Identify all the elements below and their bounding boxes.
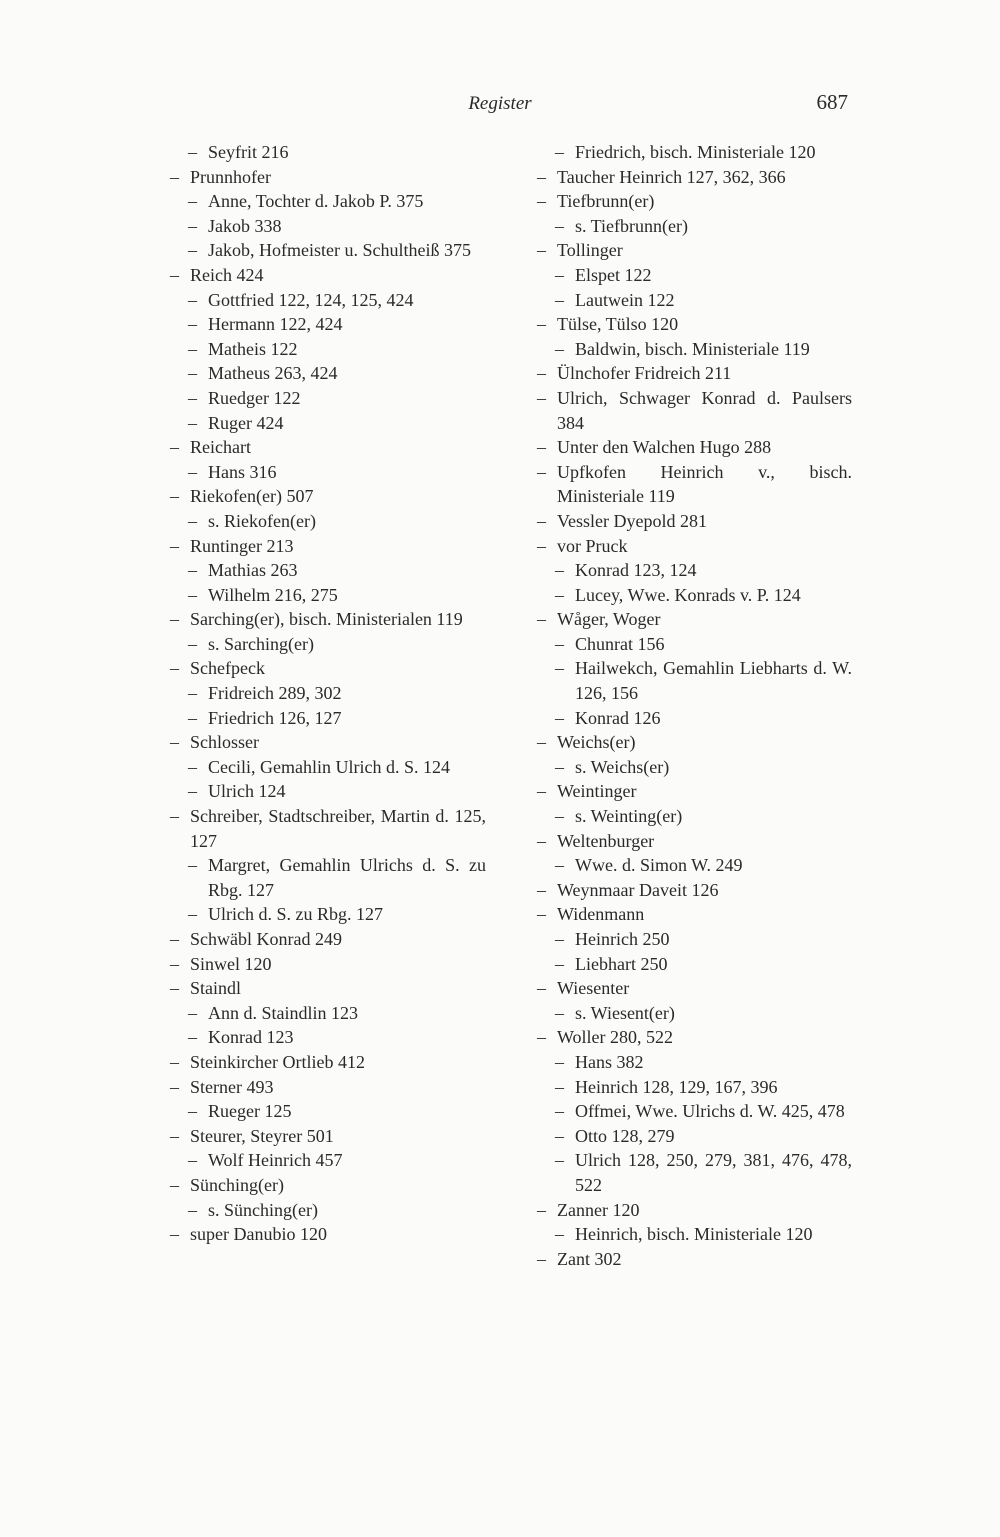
entry-dash: – [555, 338, 564, 359]
entry-text: Gottfried 122, 124, 125, 424 [208, 289, 414, 310]
entry-text: Woller 280, 522 [557, 1027, 674, 1048]
entry-text: Wilhelm 216, 275 [208, 584, 338, 605]
index-entry [170, 730, 486, 755]
entry-dash: – [170, 1224, 179, 1245]
index-entry [170, 1001, 486, 1026]
entry-dash: – [537, 1027, 546, 1048]
entry-dash: – [555, 1224, 564, 1245]
index-entry [170, 288, 486, 313]
entry-dash: – [188, 781, 197, 802]
entry-dash: – [188, 191, 197, 212]
entry-dash: – [188, 289, 197, 310]
index-entry [170, 853, 486, 902]
entry-dash: – [555, 1125, 564, 1146]
entry-text: s. Riekofen(er) [208, 510, 316, 531]
entry-dash: – [537, 830, 546, 851]
entry-text: Ulrich 128, 250, 279, 381, 476, 478, 522 [575, 1150, 852, 1195]
entry-dash: – [170, 437, 179, 458]
index-entry [170, 804, 486, 853]
entry-dash: – [555, 142, 564, 162]
entry-dash: – [170, 166, 179, 187]
index-entry [537, 165, 852, 190]
index-entry [170, 1099, 486, 1124]
entry-text: Schefpeck [190, 658, 265, 679]
index-entry [170, 386, 486, 411]
entry-dash: – [188, 1101, 197, 1122]
index-entry [170, 1075, 486, 1100]
entry-dash: – [537, 879, 546, 900]
entry-text: Weltenburger [557, 830, 655, 851]
entry-text: Friedrich, bisch. Ministeriale 120 [575, 142, 816, 162]
entry-dash: – [537, 461, 546, 482]
index-entry [170, 140, 486, 165]
entry-text: Weichs(er) [557, 732, 636, 753]
entry-dash: – [170, 978, 179, 999]
entry-text: Ann d. Staindlin 123 [208, 1002, 359, 1023]
running-header: Register [468, 93, 532, 114]
index-entry [537, 632, 852, 657]
entry-dash: – [555, 215, 564, 236]
entry-dash: – [188, 560, 197, 581]
entry-dash: – [188, 1150, 197, 1171]
entry-text: Hans 316 [208, 461, 277, 482]
entry-dash: – [188, 142, 197, 162]
index-entry [537, 460, 852, 509]
entry-text: s. Sünching(er) [208, 1199, 318, 1220]
entry-text: Reich 424 [190, 264, 264, 285]
entry-text: Ulrich d. S. zu Rbg. 127 [208, 904, 383, 925]
entry-dash: – [170, 732, 179, 753]
index-entry [537, 829, 852, 854]
index-entry [537, 927, 852, 952]
entry-text: vor Pruck [557, 535, 628, 556]
entry-dash: – [537, 387, 546, 408]
entry-text: Lautwein 122 [575, 289, 675, 310]
entry-text: Sinwel 120 [190, 953, 272, 974]
entry-text: Jakob, Hofmeister u. Schultheiß 375 [208, 240, 471, 261]
index-entry [170, 1050, 486, 1075]
entry-text: Schlosser [190, 732, 259, 753]
index-entry [537, 214, 852, 239]
entry-dash: – [537, 240, 546, 261]
entry-dash: – [188, 1199, 197, 1220]
index-entry [537, 607, 852, 632]
entry-text: Schwäbl Konrad 249 [190, 929, 342, 949]
entry-text: Weynmaar Daveit 126 [557, 879, 719, 900]
index-entry [537, 509, 852, 534]
entry-text: s. Weinting(er) [575, 806, 683, 827]
entry-text: Upfkofen Heinrich v., bisch. Ministeriale 119 [557, 461, 852, 507]
entry-text: Ruedger 122 [208, 387, 301, 408]
index-entry [537, 952, 852, 977]
index-entry [170, 312, 486, 337]
entry-dash: – [555, 633, 564, 654]
entry-dash: – [555, 929, 564, 949]
entry-text: Sünching(er) [190, 1174, 284, 1195]
entry-text: s. Tiefbrunn(er) [575, 215, 688, 236]
index-entry [170, 1025, 486, 1050]
entry-dash: – [537, 510, 546, 531]
entry-dash: – [170, 1125, 179, 1146]
entry-dash: – [170, 1051, 179, 1072]
entry-text: Matheus 263, 424 [208, 363, 338, 384]
index-entry [537, 755, 852, 780]
entry-text: Matheis 122 [208, 338, 298, 359]
index-entry [537, 386, 852, 435]
entry-text: Heinrich, bisch. Ministeriale 120 [575, 1224, 813, 1245]
entry-text: Runtinger 213 [190, 535, 294, 556]
entry-text: Zant 302 [557, 1248, 622, 1269]
index-entry [170, 165, 486, 190]
index-column-right [537, 140, 852, 1271]
index-entry [537, 706, 852, 731]
entry-dash: – [555, 658, 564, 679]
index-entry [537, 1222, 852, 1247]
index-entry [537, 853, 852, 878]
entry-text: Steurer, Steyrer 501 [190, 1125, 334, 1146]
index-entry [170, 460, 486, 485]
page-number: 687 [816, 90, 848, 114]
entry-text: Offmei, Wwe. Ulrichs d. W. 425, 478 [575, 1101, 845, 1122]
entry-text: Wwe. d. Simon W. 249 [575, 855, 743, 876]
entry-dash: – [555, 1002, 564, 1023]
index-entry [170, 534, 486, 559]
entry-text: Chunrat 156 [575, 633, 665, 654]
entry-text: Ülnchofer Fridreich 211 [557, 363, 732, 384]
entry-text: Zanner 120 [557, 1199, 640, 1220]
entry-text: super Danubio 120 [190, 1224, 327, 1245]
index-column-left [170, 140, 486, 1247]
entry-dash: – [170, 1076, 179, 1097]
index-entry [170, 1148, 486, 1173]
index-entry [170, 706, 486, 731]
entry-text: Elspet 122 [575, 264, 652, 285]
entry-dash: – [188, 1027, 197, 1048]
index-entry [537, 1025, 852, 1050]
entry-dash: – [188, 338, 197, 359]
entry-dash: – [537, 609, 546, 630]
entry-text: Wolf Heinrich 457 [208, 1150, 343, 1171]
entry-dash: – [188, 584, 197, 605]
index-entry [537, 1124, 852, 1149]
entry-dash: – [188, 510, 197, 531]
index-entry [537, 656, 852, 705]
index-entry [170, 337, 486, 362]
entry-dash: – [188, 240, 197, 261]
index-entry [537, 902, 852, 927]
entry-dash: – [188, 215, 197, 236]
entry-text: Staindl [190, 978, 242, 999]
entry-text: Lucey, Wwe. Konrads v. P. 124 [575, 584, 801, 605]
entry-text: Liebhart 250 [575, 953, 668, 974]
entry-text: Friedrich 126, 127 [208, 707, 342, 728]
entry-dash: – [537, 904, 546, 925]
entry-dash: – [537, 191, 546, 212]
entry-dash: – [170, 535, 179, 556]
entry-dash: – [188, 387, 197, 408]
index-entry [170, 607, 486, 632]
entry-text: Hermann 122, 424 [208, 314, 343, 335]
index-entry [170, 558, 486, 583]
index-entry [537, 779, 852, 804]
entry-dash: – [537, 1199, 546, 1220]
entry-dash: – [555, 855, 564, 876]
entry-dash: – [170, 806, 179, 827]
entry-dash: – [537, 437, 546, 458]
index-entry [537, 1075, 852, 1100]
index-entry [537, 1001, 852, 1026]
entry-dash: – [188, 1002, 197, 1023]
entry-dash: – [537, 1248, 546, 1269]
entry-text: Ulrich, Schwager Konrad d. Paulsers 384 [557, 387, 852, 433]
index-entry [170, 1173, 486, 1198]
index-entry [170, 583, 486, 608]
entry-text: Mathias 263 [208, 560, 298, 581]
index-entry [170, 1124, 486, 1149]
index-entry [537, 1247, 852, 1272]
index-entry [537, 583, 852, 608]
entry-text: Hans 382 [575, 1051, 644, 1072]
entry-text: Unter den Walchen Hugo 288 [557, 437, 772, 458]
entry-text: Hailwekch, Gemahlin Liebharts d. W. 126, 156 [575, 658, 852, 704]
entry-text: Ruger 424 [208, 412, 284, 433]
entry-text: Widenmann [557, 904, 645, 925]
entry-text: Margret, Gemahlin Ulrichs d. S. zu Rbg. 127 [208, 855, 486, 900]
entry-dash: – [537, 732, 546, 753]
entry-text: Konrad 126 [575, 707, 661, 728]
entry-dash: – [188, 314, 197, 335]
entry-text: s. Weichs(er) [575, 756, 670, 777]
entry-dash: – [555, 289, 564, 310]
entry-text: Baldwin, bisch. Ministeriale 119 [575, 338, 810, 359]
index-entry [170, 656, 486, 681]
entry-text: Otto 128, 279 [575, 1125, 675, 1146]
index-entry [170, 411, 486, 436]
entry-text: Taucher Heinrich 127, 362, 366 [557, 166, 786, 187]
index-entry [537, 337, 852, 362]
index-entry [537, 238, 852, 263]
entry-dash: – [537, 166, 546, 187]
entry-dash: – [537, 978, 546, 999]
index-entry [537, 288, 852, 313]
entry-text: Ulrich 124 [208, 781, 286, 802]
index-entry [537, 976, 852, 1001]
index-entry [537, 361, 852, 386]
entry-dash: – [170, 609, 179, 630]
entry-text: Reichart [190, 437, 251, 458]
entry-dash: – [188, 707, 197, 728]
entry-dash: – [555, 806, 564, 827]
entry-text: Wåger, Woger [557, 609, 661, 630]
entry-text: Heinrich 250 [575, 929, 670, 949]
entry-dash: – [537, 535, 546, 556]
entry-dash: – [555, 264, 564, 285]
index-entry [537, 1198, 852, 1223]
entry-text: Tollinger [557, 240, 623, 261]
entry-text: Steinkircher Ortlieb 412 [190, 1051, 365, 1072]
index-entry [170, 214, 486, 239]
index-entry [537, 1050, 852, 1075]
entry-dash: – [170, 486, 179, 507]
entry-text: Tülse, Tülso 120 [557, 314, 679, 335]
entry-text: Prunnhofer [190, 166, 271, 187]
entry-text: Vessler Dyepold 281 [557, 510, 707, 531]
entry-dash: – [555, 1076, 564, 1097]
entry-dash: – [188, 412, 197, 433]
index-entry [170, 976, 486, 1001]
index-entry [537, 558, 852, 583]
index-entry [170, 263, 486, 288]
entry-dash: – [555, 1051, 564, 1072]
entry-dash: – [170, 264, 179, 285]
index-entry [170, 952, 486, 977]
index-entry [537, 534, 852, 559]
entry-dash: – [188, 683, 197, 704]
entry-dash: – [555, 584, 564, 605]
entry-text: Seyfrit 216 [208, 142, 289, 162]
index-entry [170, 927, 486, 952]
entry-dash: – [537, 363, 546, 384]
entry-text: s. Wiesent(er) [575, 1002, 675, 1023]
index-entry [537, 1099, 852, 1124]
index-entry [170, 1198, 486, 1223]
index-entry [170, 755, 486, 780]
entry-text: Fridreich 289, 302 [208, 683, 342, 704]
index-entry [170, 361, 486, 386]
entry-text: Anne, Tochter d. Jakob P. 375 [208, 191, 424, 212]
entry-dash: – [188, 633, 197, 654]
entry-text: Jakob 338 [208, 215, 282, 236]
entry-text: Schreiber, Stadtschreiber, Martin d. 125, 127 [190, 806, 486, 851]
entry-text: Sarching(er), bisch. Ministerialen 119 [190, 609, 463, 630]
entry-text: Tiefbrunn(er) [557, 191, 655, 212]
entry-dash: – [555, 756, 564, 777]
entry-text: Sterner 493 [190, 1076, 274, 1097]
entry-dash: – [170, 929, 179, 949]
index-entry [170, 779, 486, 804]
index-entry [170, 509, 486, 534]
entry-text: Weintinger [557, 781, 637, 802]
entry-text: Konrad 123, 124 [575, 560, 697, 581]
entry-dash: – [188, 855, 197, 876]
index-entry [170, 435, 486, 460]
entry-dash: – [188, 363, 197, 384]
entry-dash: – [555, 1101, 564, 1122]
index-entry [537, 263, 852, 288]
index-entry [170, 681, 486, 706]
index-entry [170, 189, 486, 214]
entry-dash: – [170, 953, 179, 974]
index-entry [537, 1148, 852, 1197]
entry-dash: – [188, 461, 197, 482]
index-entry [537, 312, 852, 337]
index-entry [537, 140, 852, 165]
entry-text: Riekofen(er) 507 [190, 486, 314, 507]
entry-dash: – [555, 707, 564, 728]
entry-dash: – [170, 1174, 179, 1195]
index-entry [537, 804, 852, 829]
index-entry [537, 730, 852, 755]
entry-dash: – [188, 904, 197, 925]
index-entry [170, 238, 486, 263]
entry-text: Rueger 125 [208, 1101, 292, 1122]
entry-dash: – [170, 658, 179, 679]
entry-dash: – [537, 781, 546, 802]
index-entry [170, 1222, 486, 1247]
index-entry [537, 435, 852, 460]
index-entry [170, 902, 486, 927]
entry-text: Heinrich 128, 129, 167, 396 [575, 1076, 778, 1097]
entry-text: Wiesenter [557, 978, 630, 999]
index-entry [170, 632, 486, 657]
entry-text: Konrad 123 [208, 1027, 294, 1048]
entry-dash: – [555, 560, 564, 581]
index-entry [537, 878, 852, 903]
entry-dash: – [537, 314, 546, 335]
entry-dash: – [188, 756, 197, 777]
index-entry [170, 484, 486, 509]
entry-text: s. Sarching(er) [208, 633, 314, 654]
index-entry [537, 189, 852, 214]
entry-dash: – [555, 1150, 564, 1171]
entry-text: Cecili, Gemahlin Ulrich d. S. 124 [208, 756, 450, 777]
entry-dash: – [555, 953, 564, 974]
